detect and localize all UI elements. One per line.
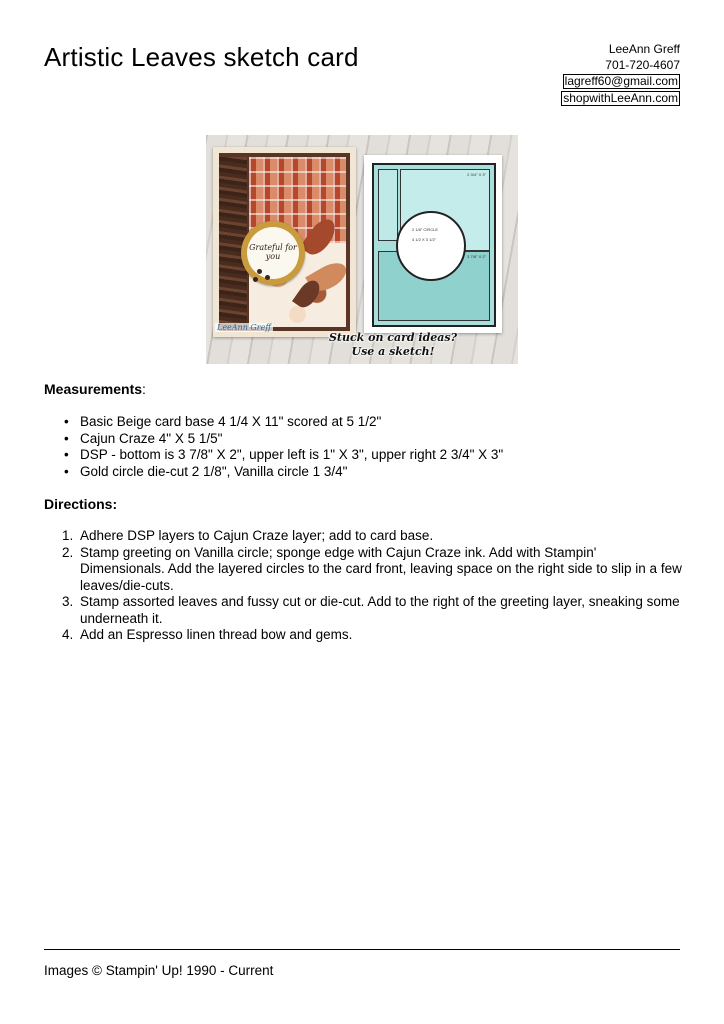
contact-block <box>561 42 680 106</box>
sketch-label: 2 1/8" CIRCLE <box>412 227 439 232</box>
list-item: • DSP - bottom is 3 7/8" X 2", upper left is 1" X 3", upper right 2 3/4" X 3" <box>62 447 503 464</box>
step-text: Stamp greeting on Vanilla circle; sponge edge with Cajun Craze ink. Add with Stampin' Dimensionals. Add the layered circles to the card front, leaving space on the right side to slip in a few leaves/die-cuts. <box>80 544 682 593</box>
email-link[interactable]: lagreff60@gmail.com <box>564 74 678 88</box>
step-number: 4. <box>62 627 74 642</box>
measurements-list <box>62 414 503 480</box>
sketch-circle <box>396 211 466 281</box>
sketch-label: 3 7/8" X 2" <box>467 254 486 259</box>
gem-icon <box>257 269 262 274</box>
directions-heading: Directions: <box>44 496 118 512</box>
sketch-upper-left <box>378 169 398 241</box>
greeting-text: Grateful for you <box>249 243 297 261</box>
list-item <box>62 627 682 644</box>
list-item: • Gold circle die-cut 2 1/8", Vanilla circle 1 3/4" <box>62 464 503 481</box>
directions-list <box>62 528 682 644</box>
list-item <box>62 594 682 627</box>
footer-copyright: Images © Stampin' Up! 1990 - Current <box>44 963 274 978</box>
sketch-frame <box>372 163 496 327</box>
list-item: • Basic Beige card base 4 1/4 X 11" scored at 5 1/2" <box>62 414 503 431</box>
caption-line-1: Stuck on card ideas? <box>328 331 458 344</box>
step-text: Stamp assorted leaves and fussy cut or die-cut. Add to the right of the greeting layer, sneaking some underneath it. <box>80 594 680 626</box>
step-number: 3. <box>62 594 74 609</box>
signature-watermark: LeeAnn Greff <box>217 323 272 332</box>
contact-phone: 701-720-4607 <box>605 57 680 72</box>
step-number: 2. <box>62 544 74 560</box>
measurements-heading-text: Measurements <box>44 381 143 397</box>
step-text: Add an Espresso linen thread bow and gems. <box>80 627 353 642</box>
list-item <box>62 545 682 595</box>
photo-caption <box>318 331 468 359</box>
sketch-card <box>364 155 502 333</box>
card-photo <box>206 135 518 364</box>
footer-divider <box>44 949 680 950</box>
caption-line-2: Use a sketch! <box>351 345 435 358</box>
gem-icon <box>253 277 258 282</box>
contact-name: LeeAnn Greff <box>608 42 680 56</box>
page-title: Artistic Leaves sketch card <box>44 42 359 72</box>
measurements-heading: Measurements: <box>44 381 146 397</box>
sketch-label: 4 1/2 X 3 1/2" <box>412 237 437 242</box>
sketch-label: 2 3/4" X 3" <box>467 172 486 177</box>
finished-card <box>213 147 356 337</box>
step-number: 1. <box>62 528 74 543</box>
gem-icon <box>265 275 270 280</box>
website-link[interactable]: shopwithLeeAnn.com <box>563 90 678 105</box>
list-item <box>62 528 682 545</box>
list-item: • Cajun Craze 4" X 5 1/5" <box>62 431 503 448</box>
step-text: Adhere DSP layers to Cajun Craze layer; add to card base. <box>80 528 434 543</box>
